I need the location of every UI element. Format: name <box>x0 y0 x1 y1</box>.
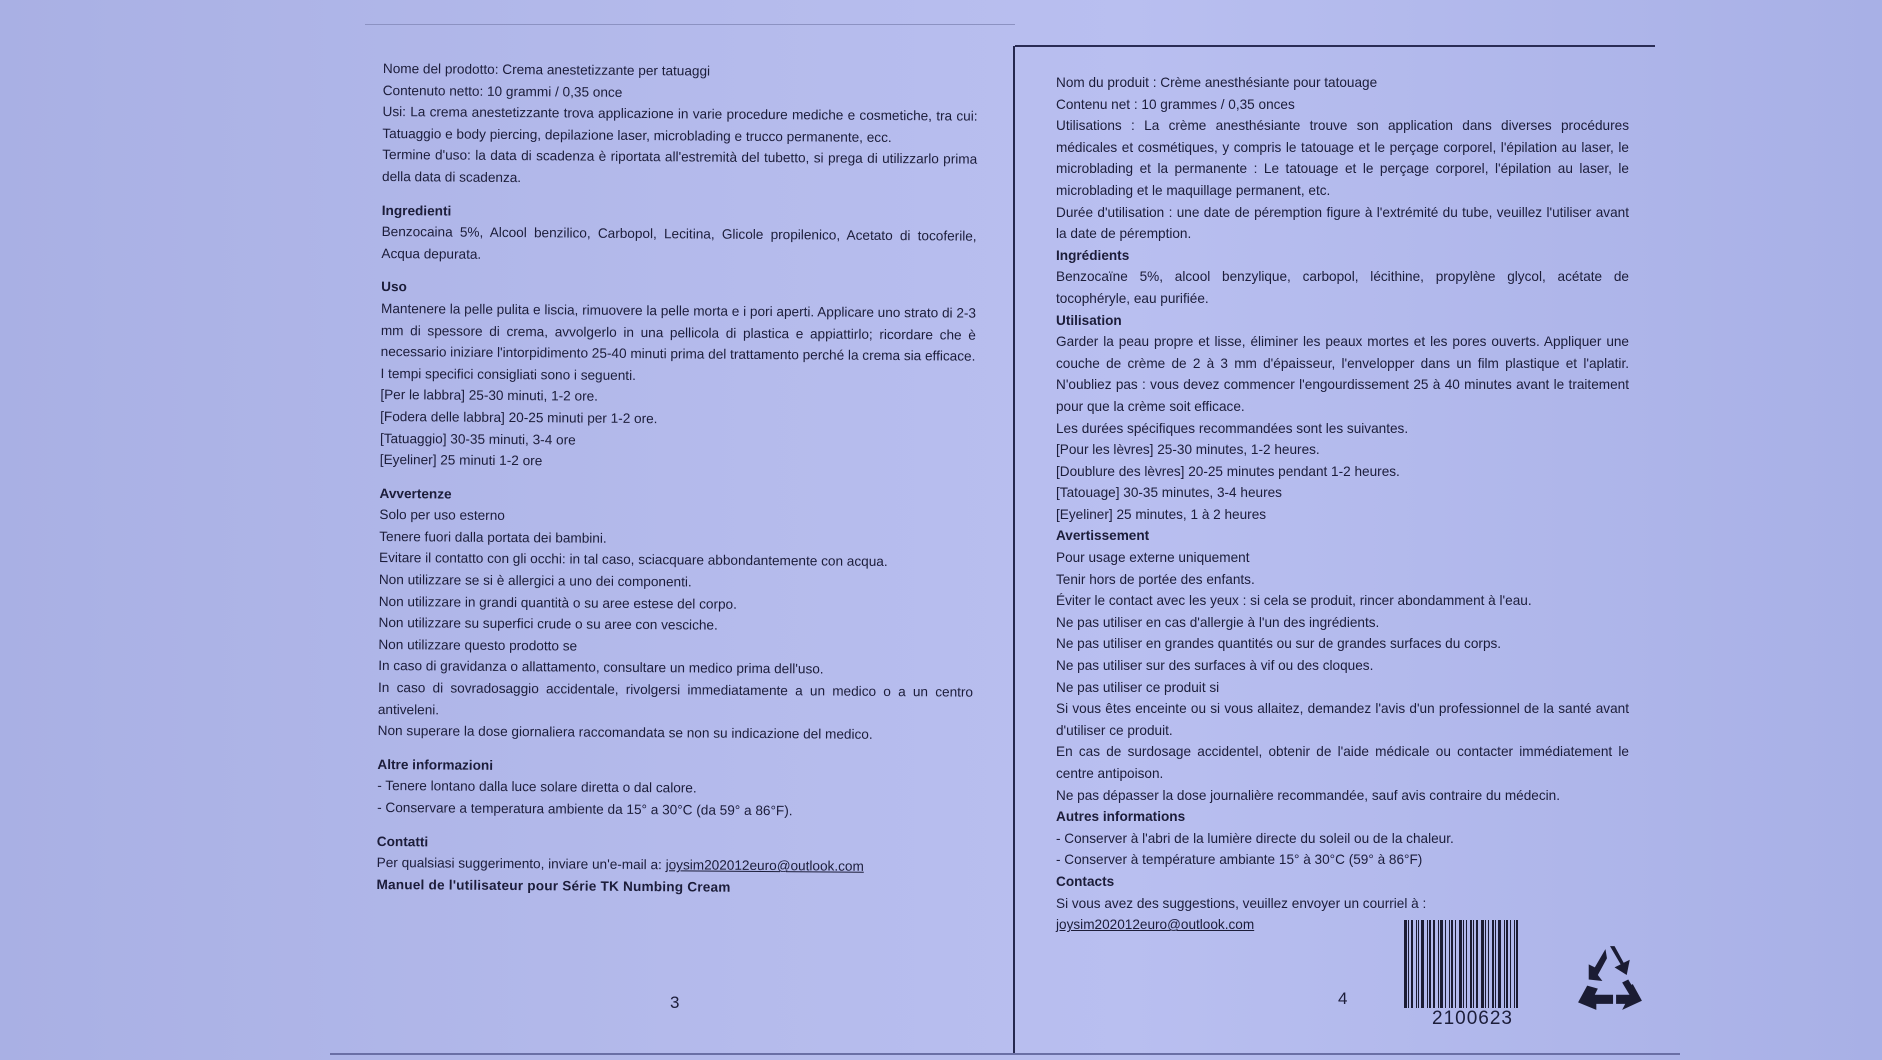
barcode-bar <box>1495 920 1496 1008</box>
left-section-heading: Avvertenze <box>379 485 452 502</box>
right-contact-email-link[interactable]: joysim202012euro@outlook.com <box>1056 917 1255 933</box>
barcode-bar <box>1506 920 1508 1008</box>
right-paragraph: Nom du produit : Crème anesthésiante pour tatouage <box>1056 75 1378 90</box>
barcode-bar <box>1492 920 1494 1008</box>
right-paragraph: Garder la peau propre et lisse, éliminer les peaux mortes et les pores ouverts. Appliquer une couche de crème de 2 à 3 mm d'épaisseur, l'envelopper dans un film plastique et l'aplatir. N'oubliez pas : vous devez commencer l'engourdissement 25 à 40 minutes avant le traitement pour que la crème soit efficace. <box>1056 334 1629 414</box>
right-page-french <box>1056 72 1629 936</box>
right-paragraph: Les durées spécifiques recommandées sont les suivantes. <box>1056 420 1409 436</box>
left-section-heading: Altre informazioni <box>377 756 494 773</box>
right-paragraph: Si vous avez des suggestions, veuillez envoyer un courriel à : <box>1056 895 1427 911</box>
right-paragraph: Éviter le contact avec les yeux : si cela se produit, rincer abondamment à l'eau. <box>1056 593 1532 609</box>
barcode-bar <box>1433 920 1435 1008</box>
barcode-bar <box>1476 920 1478 1008</box>
barcode-bar <box>1455 920 1456 1008</box>
left-paragraph: I tempi specifici consigliati sono i seguenti. <box>380 365 636 383</box>
barcode-bar <box>1514 920 1515 1008</box>
left-paragraph: [Eyeliner] 25 minuti 1-2 ore <box>379 452 543 469</box>
barcode-bar <box>1421 920 1424 1008</box>
barcode-bar <box>1440 920 1443 1008</box>
barcode-bar <box>1445 920 1446 1008</box>
left-paragraph: Nome del prodotto: Crema anestetizzante per tatuaggi <box>382 60 711 79</box>
right-section-heading: Autres informations <box>1056 809 1186 825</box>
right-paragraph: - Conserver à température ambiante 15° à 30°C (59° à 86°F) <box>1056 852 1423 868</box>
right-section-heading: Avertissement <box>1056 528 1150 544</box>
left-page-content <box>377 58 978 857</box>
barcode-bar <box>1463 920 1464 1008</box>
barcode-bar <box>1427 920 1428 1008</box>
right-paragraph: Ne pas utiliser en grandes quantités ou sur de grandes surfaces du corps. <box>1056 636 1502 652</box>
left-paragraph: [Fodera delle labbra] 20-25 minuti per 1-2 ore. <box>380 408 658 427</box>
barcode-bar <box>1488 920 1489 1008</box>
left-paragraph: Non utilizzare in grandi quantità o su aree estese del corpo. <box>378 593 737 612</box>
page-number-left: 3 <box>670 993 680 1012</box>
recycle-icon <box>1572 940 1648 1016</box>
bottom-rule <box>330 1053 1680 1055</box>
right-section-heading: Ingrédients <box>1056 247 1130 263</box>
left-paragraph: Mantenere la pelle pulita e liscia, rimuovere la pelle morta e i pori aperti. Applicare uno strato di 2-3 mm di spessore di crema, avvolgerlo in una pellicola di plastica e appiattirlo; ricordare che è necessario iniziare l'intorpidimento 25-40 minuti prima del trattamento perché la crema sia efficace. <box>380 300 977 364</box>
barcode-icon <box>1404 920 1546 1008</box>
left-paragraph: Termine d'uso: la data di scadenza è riportata all'estremità del tubetto, si prega di utilizzarlo prima della data di scadenza. <box>382 147 978 186</box>
barcode-bar <box>1408 920 1409 1008</box>
right-page-content <box>1056 72 1629 914</box>
right-paragraph: Contenu net : 10 grammes / 0,35 onces <box>1056 96 1295 112</box>
barcode-bar <box>1498 920 1501 1008</box>
right-paragraph: Utilisations : La crème anesthésiante trouve son application dans diverses procédures médicales et cosmétiques, y compris le tatouage et le perçage corporel, l'épilation au laser, le microblading et la permanente : Le tatouage et le perçage corporel, l'épilation au laser, le microblading et le maquillage permanent, etc. <box>1056 118 1629 198</box>
left-paragraph: In caso di sovradosaggio accidentale, rivolgersi immediatamente a un medico o a un centro antiveleni. <box>377 680 974 718</box>
right-paragraph: Ne pas utiliser ce produit si <box>1056 679 1220 695</box>
left-paragraph: Non utilizzare se si è allergici a uno dei componenti. <box>378 572 692 590</box>
barcode-bar <box>1510 920 1511 1008</box>
barcode-bar <box>1418 920 1419 1008</box>
left-contact-email-link[interactable]: joysim202012euro@outlook.com <box>665 857 864 874</box>
right-paragraph: Si vous êtes enceinte ou si vous allaitez, demandez l'avis d'un professionnel de la santé avant d'utiliser ce produit. <box>1056 701 1629 738</box>
barcode-bar <box>1411 920 1413 1008</box>
left-paragraph: Contenuto netto: 10 grammi / 0,35 once <box>382 82 623 100</box>
right-paragraph: Pour usage externe uniquement <box>1056 550 1250 566</box>
barcode-bar <box>1485 920 1486 1008</box>
left-paragraph: Non utilizzare questo prodotto se <box>378 636 578 654</box>
left-paragraph: Evitare il contatto con gli occhi: in tal caso, sciacquare abbondantemente con acqua. <box>379 550 888 570</box>
left-paragraph: - Conservare a temperatura ambiente da 15° a 30°C (da 59° a 86°F). <box>377 799 793 819</box>
left-section-heading: Uso <box>381 279 407 295</box>
right-paragraph: [Doublure des lèvres] 20-25 minutes pendant 1-2 heures. <box>1056 463 1400 479</box>
barcode-bar <box>1429 920 1431 1008</box>
page-divider <box>1013 46 1015 1054</box>
left-paragraph: In caso di gravidanza o allattamento, consultare un medico prima dell'uso. <box>378 658 824 677</box>
right-paragraph: Benzocaïne 5%, alcool benzylique, carbopol, lécithine, propylène glycol, acétate de tocophéryle, eau purifiée. <box>1056 269 1629 306</box>
barcode-bar <box>1481 920 1484 1008</box>
left-paragraph: Benzocaina 5%, Alcool benzilico, Carbopol, Lecitina, Glicole propilenico, Acetato di tocoferile, Acqua depurata. <box>381 224 977 262</box>
left-page-italian <box>376 58 978 900</box>
barcode-bar <box>1459 920 1462 1008</box>
right-paragraph: Tenir hors de portée des enfants. <box>1056 571 1255 587</box>
barcode-bar <box>1438 920 1439 1008</box>
left-paragraph: Non utilizzare su superfici crude o su aree con vesciche. <box>378 615 718 633</box>
barcode-bar <box>1451 920 1453 1008</box>
left-paragraph: Usi: La crema anestetizzante trova applicazione in varie procedure mediche e cosmetiche, tra cui: Tatuaggio e body piercing, depilazione laser, microblading e trucco permanente, ecc. <box>382 104 978 145</box>
left-paragraph: Tenere fuori dalla portata dei bambini. <box>379 528 607 546</box>
barcode-bar <box>1404 920 1407 1008</box>
right-paragraph: Ne pas utiliser en cas d'allergie à l'un des ingrédients. <box>1056 614 1380 630</box>
left-paragraph: [Per le labbra] 25-30 minuti, 1-2 ore. <box>380 387 599 405</box>
top-rule-left <box>365 24 1015 25</box>
left-section-heading: Contatti <box>376 833 429 849</box>
barcode-number: 2100623 <box>1432 1008 1513 1029</box>
barcode-bar <box>1516 920 1518 1008</box>
right-paragraph: Ne pas dépasser la dose journalière recommandée, sauf avis contraire du médecin. <box>1056 787 1560 803</box>
right-section-heading: Utilisation <box>1056 312 1122 328</box>
right-paragraph: [Tatouage] 30-35 minutes, 3-4 heures <box>1056 485 1282 501</box>
barcode-bar <box>1504 920 1505 1008</box>
left-paragraph: Solo per uso esterno <box>379 507 505 524</box>
left-section-heading: Ingredienti <box>381 202 452 219</box>
left-paragraph: Non superare la dose giornaliera raccomandata se non su indicazione del medico. <box>377 723 873 743</box>
barcode-bar <box>1416 920 1417 1008</box>
barcode-bar <box>1466 920 1467 1008</box>
top-rule-right <box>1015 45 1655 47</box>
right-paragraph: Durée d'utilisation : une date de péremption figure à l'extrémité du tube, veuillez l'utiliser avant la date de péremption. <box>1056 204 1629 242</box>
barcode-bar <box>1473 920 1474 1008</box>
barcode-bar <box>1449 920 1450 1008</box>
right-paragraph: [Pour les lèvres] 25-30 minutes, 1-2 heures. <box>1056 442 1320 458</box>
page-number-right: 4 <box>1338 989 1348 1008</box>
left-paragraph: [Tatuaggio] 30-35 minuti, 3-4 ore <box>379 430 576 448</box>
right-paragraph: Ne pas utiliser sur des surfaces à vif ou des cloques. <box>1056 658 1374 674</box>
manual-title: Manuel de l'utilisateur pour Série TK Numbing Cream <box>376 876 731 895</box>
right-section-heading: Contacts <box>1056 873 1115 889</box>
left-paragraph: - Tenere lontano dalla luce solare diretta o dal calore. <box>377 778 697 796</box>
left-contact-prefix: Per qualsiasi suggerimento, inviare un'e-mail a: <box>376 855 666 873</box>
right-paragraph: [Eyeliner] 25 minutes, 1 à 2 heures <box>1056 506 1267 522</box>
right-paragraph: En cas de surdosage accidentel, obtenir de l'aide médicale ou contacter immédiatement le centre antipoison. <box>1056 744 1629 781</box>
barcode-bar <box>1470 920 1472 1008</box>
right-paragraph: - Conserver à l'abri de la lumière directe du soleil ou de la chaleur. <box>1056 830 1454 846</box>
